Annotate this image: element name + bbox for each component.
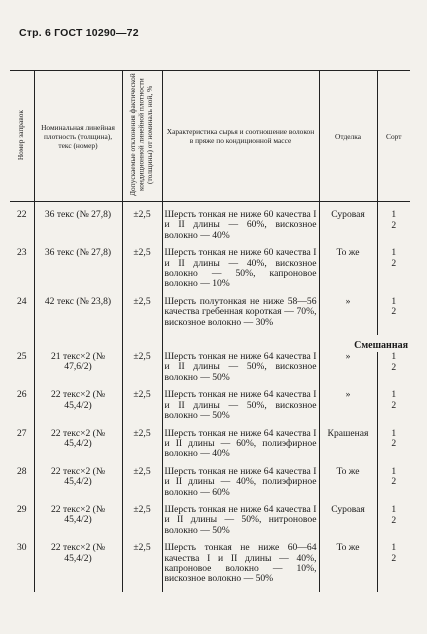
grade-value: 2 — [391, 552, 397, 564]
table-row — [10, 543, 410, 592]
row-grade — [377, 467, 410, 505]
row-grade — [377, 352, 410, 390]
table-row — [10, 467, 410, 505]
row-grade — [377, 429, 410, 467]
row-grade — [377, 390, 410, 428]
grade-value: 1 — [391, 542, 397, 554]
grade-value: 1 — [391, 503, 397, 515]
row-density: 22 текс×2 (№ 45,4/2) — [34, 390, 122, 428]
row-finish: Суровая — [319, 210, 377, 248]
grade-value: 2 — [391, 476, 397, 488]
grade-value: 2 — [391, 219, 397, 231]
col-header-density: Номинальная линейная плотность (толщина), текс (номер) — [34, 71, 122, 202]
row-density: 42 текс (№ 23,8) — [34, 297, 122, 335]
col-header-num: Номер заправок — [10, 71, 34, 202]
page-header: Стр. 6 ГОСТ 10290—72 — [19, 27, 139, 39]
col-header-grade: Сорт — [377, 71, 410, 202]
row-number: 27 — [16, 427, 27, 439]
row-deviation: ±2,5 — [122, 429, 162, 467]
row-number: 29 — [16, 503, 27, 515]
grade-value: 1 — [391, 351, 397, 363]
table-row — [10, 429, 410, 467]
row-characteristic: Шерсть тонкая не ниже 64 качества I и II длины — 50%, вискозное волокно — 50% — [162, 352, 319, 390]
col-header-characteristic: Характеристика сырья и соотношение волокон в пряже по кондиционной массе — [162, 71, 319, 202]
row-deviation: ±2,5 — [122, 543, 162, 592]
row-deviation: ±2,5 — [122, 352, 162, 390]
row-characteristic: Шерсть тонкая не ниже 64 качества I и II длины — 40%, полиэфирное волокно — 60% — [162, 467, 319, 505]
row-deviation: ±2,5 — [122, 210, 162, 248]
row-number: 23 — [16, 247, 27, 259]
grade-value: 1 — [391, 247, 397, 259]
row-finish: » — [319, 297, 377, 335]
table-header-row — [10, 71, 410, 202]
grade-value: 1 — [391, 209, 397, 220]
row-density: 36 текс (№ 27,8) — [34, 210, 122, 248]
row-number: 30 — [16, 542, 27, 554]
row-deviation: ±2,5 — [122, 297, 162, 335]
row-grade — [377, 505, 410, 543]
row-deviation: ±2,5 — [122, 248, 162, 297]
row-deviation: ±2,5 — [122, 505, 162, 543]
row-density: 22 текс×2 (№ 45,4/2) — [34, 543, 122, 592]
table-row — [10, 390, 410, 428]
grade-value: 2 — [391, 361, 397, 373]
grade-value: 2 — [391, 257, 397, 269]
row-grade — [377, 248, 410, 297]
row-characteristic: Шерсть тонкая не ниже 60 качества I и II длины — 60%, вискозное волокно — 40% — [162, 210, 319, 248]
row-deviation: ±2,5 — [122, 467, 162, 505]
row-number: 25 — [16, 351, 27, 363]
table-row — [10, 210, 410, 248]
col-header-deviation: Допускаемые отклонения фактической кондиционной линейной плотности (толщины) от номиналь ной, % — [122, 71, 162, 202]
grade-value: 2 — [391, 438, 397, 450]
row-grade — [377, 297, 410, 335]
row-characteristic: Шерсть тонкая не ниже 60—64 качества I и II длины — 40%, капроновое волокно — 10%, вискозное волокно — 50% — [162, 543, 319, 592]
row-finish: » — [319, 352, 377, 390]
grade-value: 1 — [391, 389, 397, 401]
row-number: 22 — [16, 209, 27, 220]
group-row — [10, 335, 410, 352]
table-row — [10, 352, 410, 390]
spec-table — [10, 70, 410, 592]
row-deviation: ±2,5 — [122, 390, 162, 428]
table-row — [10, 297, 410, 335]
grade-value: 1 — [391, 427, 397, 439]
grade-value: 2 — [391, 399, 397, 411]
row-characteristic: Шерсть тонкая не ниже 64 качества I и II длины — 60%, полиэфирное волокно — 40% — [162, 429, 319, 467]
row-characteristic: Шерсть тонкая не ниже 64 качества I и II длины — 50%, нитроновое волокно — 50% — [162, 505, 319, 543]
row-finish: То же — [319, 543, 377, 592]
row-number: 24 — [16, 295, 27, 307]
table-row — [10, 505, 410, 543]
row-density: 21 текс×2 (№ 47,6/2) — [34, 352, 122, 390]
row-grade — [377, 210, 410, 248]
row-finish: То же — [319, 248, 377, 297]
row-characteristic: Шерсть тонкая не ниже 64 качества I и II длины — 50%, вискозное волокно — 50% — [162, 390, 319, 428]
row-density: 36 текс (№ 27,8) — [34, 248, 122, 297]
grade-value: 1 — [391, 295, 397, 307]
grade-value: 2 — [391, 514, 397, 526]
row-grade — [377, 543, 410, 592]
row-finish: То же — [319, 467, 377, 505]
row-characteristic: Шерсть полутонкая не ниже 58—56 качества гребенная короткая — 70%, вискозное волокно — 30% — [162, 297, 319, 335]
row-density: 22 текс×2 (№ 45,4/2) — [34, 505, 122, 543]
row-density: 22 текс×2 (№ 45,4/2) — [34, 467, 122, 505]
grade-value: 2 — [391, 306, 397, 318]
row-density: 22 текс×2 (№ 45,4/2) — [34, 429, 122, 467]
row-finish: » — [319, 390, 377, 428]
row-finish: Суровая — [319, 505, 377, 543]
row-number: 28 — [16, 465, 27, 477]
col-header-finish: Отделка — [319, 71, 377, 202]
group-label: Смешанная — [354, 339, 408, 351]
table-row — [10, 248, 410, 297]
row-characteristic: Шерсть тонкая не ниже 60 качества I и II длины — 40%, вискозное волокно — 50%, капроновое волокно — 10% — [162, 248, 319, 297]
row-finish: Крашеная — [319, 429, 377, 467]
row-number: 26 — [16, 389, 27, 401]
grade-value: 1 — [391, 465, 397, 477]
